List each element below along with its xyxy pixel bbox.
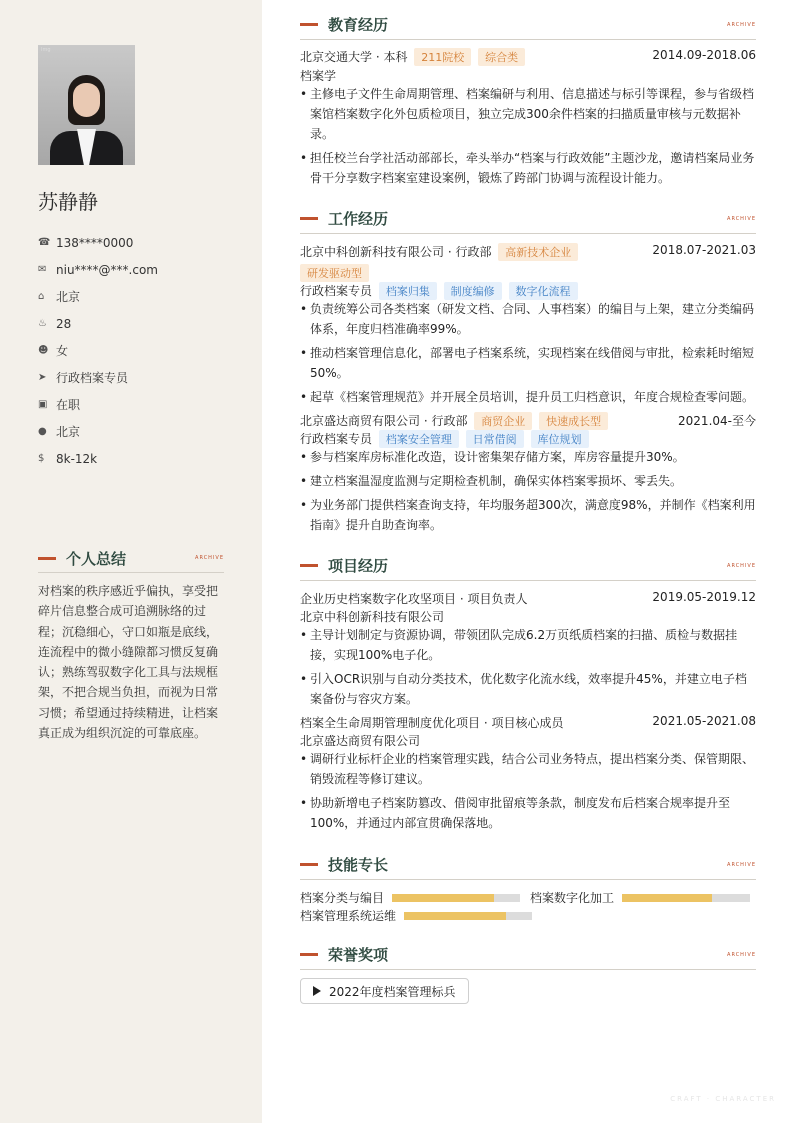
job-date: 2021.04-至今 (678, 414, 756, 428)
work-header (300, 204, 756, 234)
work-title: 工作经历 (328, 210, 389, 228)
job-bullet: • 参与档案库房标准化改造，设计密集架存储方案，库房容量提升30%。 (300, 447, 756, 467)
skills-tag: ARCHIVE (727, 861, 756, 868)
skill-bar (622, 894, 750, 902)
work-tag: ARCHIVE (727, 215, 756, 222)
info-age: ♨ 28 (38, 316, 72, 331)
school-name: 北京交通大学 · 本科 (300, 50, 408, 64)
project-company: 北京盛达商贸有限公司 (300, 734, 421, 748)
candidate-name: 苏静静 (38, 190, 98, 214)
gender-icon: ☻ (38, 345, 49, 356)
education-bullet: • 担任校兰台学社活动部部长，牵头举办“档案与行政效能”主题沙龙，邀请档案局业务骨干分享数字档案室建设案例，锻炼了跨部门协调与流程设计能力。 (300, 148, 756, 188)
project-date: 2019.05-2019.12 (652, 590, 756, 604)
location-pin-icon: ● (38, 426, 47, 437)
award-item (300, 978, 469, 1004)
skill-item (300, 889, 520, 906)
skill-badge: 日常借阅 (466, 430, 524, 448)
company-badge: 研发驱动型 (300, 264, 369, 282)
education-tag: ARCHIVE (727, 21, 756, 28)
school-badge: 综合类 (478, 48, 525, 66)
honors-header (300, 940, 756, 970)
job-company: 北京中科创新科技有限公司 · 行政部 (300, 245, 492, 259)
projects-title: 项目经历 (328, 557, 389, 575)
project-bullet: • 引入OCR识别与自动分类技术，优化数字化流水线，效率提升45%，并建立电子档案备份与容灾方案。 (300, 669, 756, 709)
sidebar (0, 0, 262, 1123)
footer-watermark: CRAFT · CHARACTER (670, 1095, 776, 1103)
skill-item (300, 907, 532, 924)
send-icon: ➤ (38, 372, 47, 383)
project-company: 北京中科创新科技有限公司 (300, 610, 445, 624)
job-role-row (300, 282, 756, 300)
play-triangle-icon (313, 986, 321, 996)
skill-name: 档案数字化加工 (530, 891, 615, 905)
education-major: 档案学 (300, 69, 337, 83)
job-row (300, 243, 756, 261)
info-email: ✉ niu****@***.com (38, 262, 158, 277)
school-badge: 211院校 (414, 48, 471, 66)
job-date: 2018.07-2021.03 (652, 243, 756, 257)
skill-item (530, 889, 750, 906)
info-phone: ☎ 138****0000 (38, 235, 134, 250)
job-bullet: • 起草《档案管理规范》并开展全员培训，提升员工归档意识，年度合规检查零问题。 (300, 387, 756, 407)
project-bullet: • 协助新增电子档案防篡改、借阅审批留痕等条款，制度发布后档案合规率提升至100%，并通过内部宣贯确保落地。 (300, 793, 756, 833)
info-salary: $ 8k-12k (38, 451, 98, 466)
info-target-job: ➤ 行政档案专员 (38, 371, 129, 385)
project-date: 2021.05-2021.08 (652, 714, 756, 728)
briefcase-icon: ▣ (38, 399, 48, 410)
skills-header (300, 850, 756, 880)
project-name: 档案全生命周期管理制度优化项目 · 项目核心成员 (300, 716, 564, 730)
skill-bar (392, 894, 520, 902)
section-accent-bar (38, 557, 56, 560)
info-status: ▣ 在职 (38, 398, 81, 412)
project-bullet: • 调研行业标杆企业的档案管理实践，结合公司业务特点，提出档案分类、保管期限、销毁流程等修订建议。 (300, 749, 756, 789)
summary-tag: ARCHIVE (195, 555, 224, 561)
job-bullet: • 建立档案温湿度监测与定期检查机制，确保实体档案零损坏、零丢失。 (300, 471, 756, 491)
project-name: 企业历史档案数字化攻坚项目 · 项目负责人 (300, 592, 528, 606)
skill-badge: 库位规划 (531, 430, 589, 448)
job-bullet: • 推动档案管理信息化，部署电子档案系统，实现档案在线借阅与审批，检索耗时缩短50%。 (300, 343, 756, 383)
education-date: 2014.09-2018.06 (652, 48, 756, 62)
award-label: 2022年度档案管理标兵 (329, 984, 456, 999)
summary-header (38, 544, 224, 573)
info-gender: ☻ 女 (38, 344, 69, 358)
honors-tag: ARCHIVE (727, 951, 756, 958)
project-bullet: • 主导计划制定与资源协调，带领团队完成6.2万页纸质档案的扫描、质检与数据挂接，实现100%电子化。 (300, 625, 756, 665)
job-role: 行政档案专员 (300, 284, 373, 298)
skills-title: 技能专长 (328, 856, 389, 874)
skill-bar (404, 912, 532, 920)
phone-icon: ☎ (38, 237, 51, 248)
salary-icon: $ (38, 453, 45, 464)
info-home: ⌂ 北京 (38, 290, 81, 304)
skill-bar-fill (392, 894, 494, 902)
company-badge: 高新技术企业 (498, 243, 578, 261)
photo-watermark: Img (41, 47, 51, 53)
skill-name: 档案分类与编目 (300, 891, 385, 905)
skill-badge: 档案安全管理 (379, 430, 459, 448)
project-row (300, 714, 756, 731)
job-bullet: • 负责统筹公司各类档案（研发文档、合同、人事档案）的编目与上架，建立分类编码体系，年度归档准确率99%。 (300, 299, 756, 339)
skill-name: 档案管理系统运维 (300, 909, 397, 923)
skill-bar-fill (404, 912, 506, 920)
cake-icon: ♨ (38, 318, 47, 329)
summary-text: 对档案的秩序感近乎偏执，享受把碎片信息整合成可追溯脉络的过程；沉稳细心，守口如瓶是底线，连流程中的微小缝隙都习惯反复确认；熟练驾驭数字化工具与法规框架，不把合规当负担，而视为日常习惯；希望通过持续精进，让档案真正成为组织沉淀的可靠底座。 (38, 584, 219, 741)
job-row (300, 412, 756, 430)
summary-title: 个人总结 (66, 549, 127, 568)
company-badge: 快速成长型 (539, 412, 608, 430)
skill-badge: 数字化流程 (509, 282, 578, 300)
job-role-row (300, 430, 756, 448)
skill-badge: 档案归集 (379, 282, 437, 300)
info-location: ● 北京 (38, 425, 81, 439)
skill-badge: 制度编修 (444, 282, 502, 300)
job-role: 行政档案专员 (300, 432, 373, 446)
education-bullet: • 主修电子文件生命周期管理、档案编研与利用、信息描述与标引等课程，参与省级档案馆档案数字化外包质检项目，独立完成300余件档案的扫描质量审核与元数据补录。 (300, 84, 756, 144)
job-bullet: • 为业务部门提供档案查询支持，年均服务超300次，满意度98%，并制作《档案利用指南》提升自助查询率。 (300, 495, 756, 535)
home-icon: ⌂ (38, 291, 45, 302)
education-row (300, 48, 756, 66)
education-header (300, 10, 756, 40)
honors-title: 荣誉奖项 (328, 946, 389, 964)
projects-header (300, 551, 756, 581)
mail-icon: ✉ (38, 264, 47, 275)
skill-bar-fill (622, 894, 712, 902)
company-badge: 商贸企业 (474, 412, 532, 430)
projects-tag: ARCHIVE (727, 562, 756, 569)
education-title: 教育经历 (328, 16, 389, 34)
project-row (300, 590, 756, 607)
contact-info-list (38, 229, 158, 472)
profile-photo (38, 45, 135, 165)
job-company: 北京盛达商贸有限公司 · 行政部 (300, 414, 468, 428)
